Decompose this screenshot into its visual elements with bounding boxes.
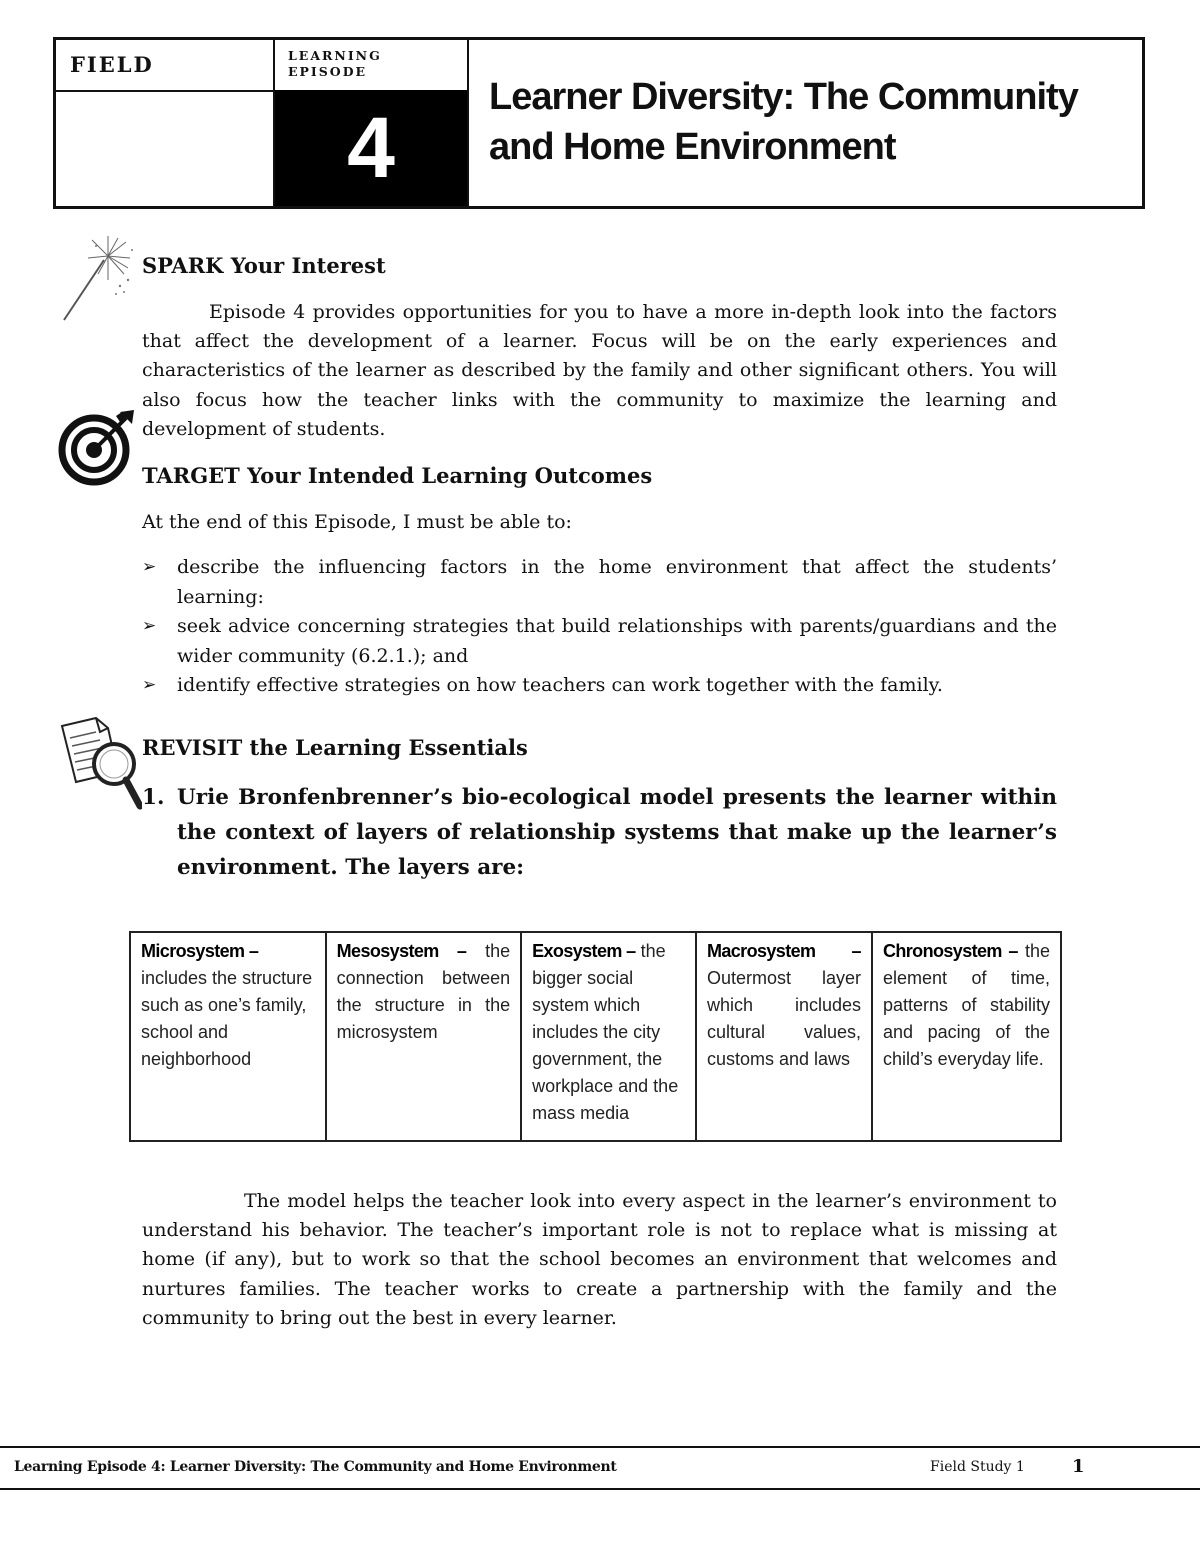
header-divider	[467, 40, 469, 206]
revisit-item	[142, 780, 1057, 885]
field-label: FIELD	[70, 52, 154, 77]
arrowhead-bullet-icon: ➢	[142, 616, 157, 636]
list-item: ➢ describe the influencing factors in the home environment that affect the students’ learning:	[142, 553, 1057, 612]
page-number: 1	[1072, 1456, 1085, 1477]
spark-paragraph: Episode 4 provides opportunities for you to have a more in-depth look into the factors that affect the development of a learner. Focus will be on the early experiences and characteristics of the learner as described by the family and other significant others. You will also focus how the teacher links with the community to maximize the learning and development of students.	[142, 301, 1057, 440]
list-item: ➢ identify effective strategies on how teachers can work together with the family.	[142, 671, 1057, 701]
target-heading: TARGET Your Intended Learning Outcomes	[142, 463, 653, 488]
revisit-item-number: 1.	[142, 785, 165, 810]
episode-number-box	[275, 90, 467, 206]
ecological-layers-table	[129, 931, 1062, 1142]
spark-heading: SPARK Your Interest	[142, 253, 386, 278]
learning-outcomes-list	[142, 553, 1057, 701]
episode-number: 4	[347, 100, 395, 196]
layer-cell-mesosystem: Mesosystem – the connection between the structure in the microsystem	[326, 932, 521, 1141]
arrowhead-bullet-icon: ➢	[142, 675, 157, 695]
model-paragraph: The model helps the teacher look into every aspect in the learner’s environment to understand his behavior. The teacher’s important role is not to replace what is missing at home (if any), but to work so that the school becomes an environment that welcomes and nurtures families. The teacher works to create a partnership with the family and the community to bring out the best in every learner.	[142, 1190, 1057, 1329]
episode-header	[53, 37, 1145, 209]
footer-course: Field Study 1	[930, 1459, 1025, 1475]
layer-cell-exosystem: Exosystem – the bigger social system which includes the city government, the workplace and the mass media	[521, 932, 696, 1141]
table-row	[130, 932, 1061, 1141]
footer-episode-title: Learning Episode 4: Learner Diversity: The Community and Home Environment	[14, 1459, 617, 1475]
layer-cell-macrosystem: Macrosystem – Outermost layer which includes cultural values, customs and laws	[696, 932, 872, 1141]
revisit-heading: REVISIT the Learning Essentials	[142, 735, 528, 760]
learning-episode-label: LEARNING EPISODE	[288, 48, 382, 79]
episode-title: Learner Diversity: The Community and Home Environment	[489, 76, 1078, 168]
revisit-item-text: Urie Bronfenbrenner’s bio-ecological model presents the learner within the context of layers of relationship systems that make up the learner’s environment. The layers are:	[177, 785, 1057, 880]
target-arrow-icon	[56, 408, 138, 486]
header-divider	[56, 90, 273, 92]
layer-cell-microsystem: Microsystem – includes the structure such as one’s family, school and neighborhood	[130, 932, 326, 1141]
arrowhead-bullet-icon: ➢	[142, 557, 157, 577]
layer-cell-chronosystem: Chronosystem – the element of time, patterns of stability and pacing of the child’s everyday life.	[872, 932, 1061, 1141]
target-intro: At the end of this Episode, I must be able to:	[142, 511, 572, 533]
sparkler-icon	[58, 234, 134, 324]
document-magnifier-icon	[56, 716, 142, 812]
list-item: ➢ seek advice concerning strategies that build relationships with parents/guardians and the wider community (6.2.1.); and	[142, 612, 1057, 671]
page-footer	[0, 1446, 1200, 1490]
